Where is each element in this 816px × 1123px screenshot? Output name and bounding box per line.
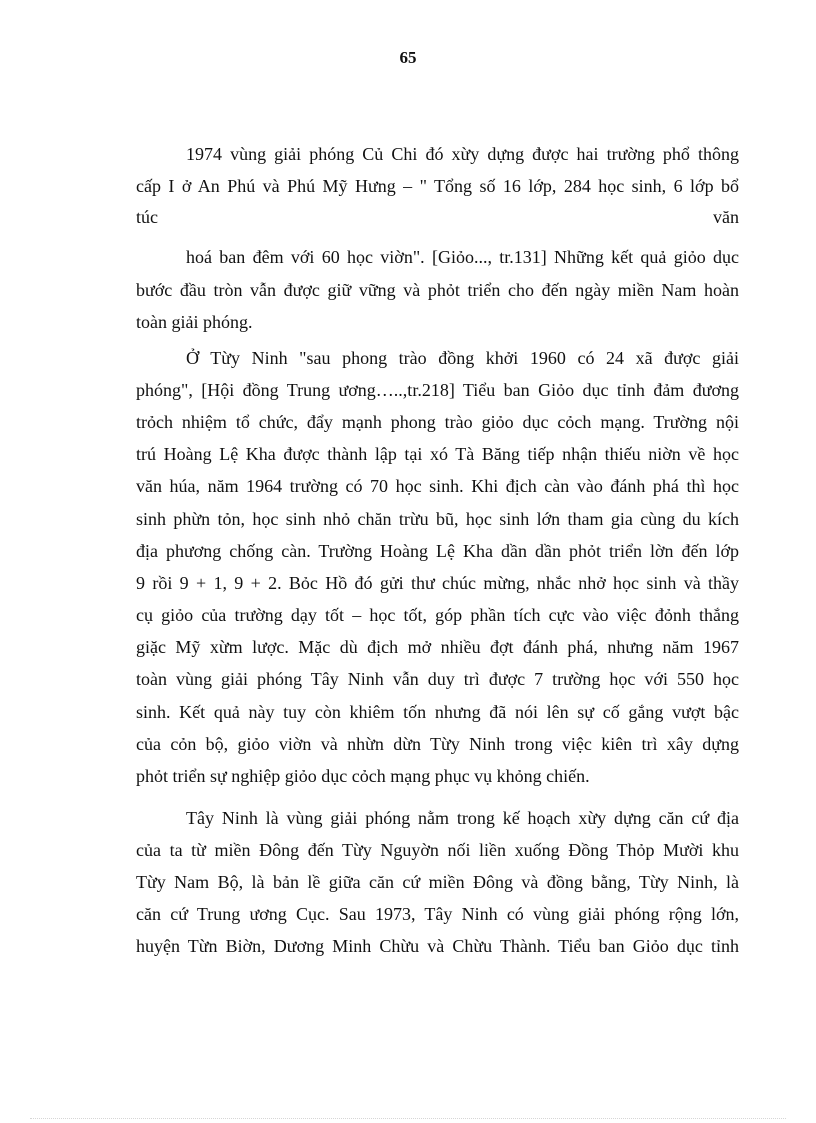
text-line: căn cứ Trung ương Cục. Sau 1973, Tây Ninh có vùng giải phóng rộng lớn, [136,904,739,924]
text-line: sinh phừn tỏn, học sinh nhỏ chăn trừu bũ, học sinh lớn tham gia cùng du kích [136,509,739,529]
text-line: 9 rồi 9 + 1, 9 + 2. Bỏc Hồ đó gửi thư chúc mừng, nhắc nhở học sinh và thầy [136,573,739,593]
text-line: bước đầu tròn vẫn được giữ vững và phỏt triển cho đến ngày miền Nam hoàn [136,280,739,300]
text-word: văn [713,207,739,227]
text-line-split [136,205,739,229]
text-line: phóng", [Hội đồng Trung ương…..,tr.218] Tiểu ban Giỏo dục tỉnh đảm đương [136,380,739,400]
text-line: phỏt triển sự nghiệp giỏo dục cỏch mạng phục vụ khỏng chiến. [136,766,590,786]
text-line: của ta từ miền Đông đến Từy Nguyờn nối liền xuống Đồng Thỏp Mười khu [136,840,739,860]
text-line: hoá ban đêm với 60 học viờn". [Giỏo..., tr.131] Những kết quả giỏo dục [186,247,739,267]
text-line: 1974 vùng giải phóng Củ Chi đó xừy dựng được hai trường phổ thông [186,144,739,164]
text-line: của cỏn bộ, giỏo viờn và nhừn dừn Từy Ninh trong việc kiên trì xây dựng [136,734,739,754]
text-line: trú Hoàng Lệ Kha được thành lập tại xó Tà Băng tiếp nhận thiếu niờn về học [136,444,739,464]
text-line: Từy Nam Bộ, là bản lề giữa căn cứ miền Đông và đồng bằng, Từy Ninh, là [136,872,739,892]
text-line: giặc Mỹ xừm lược. Mặc dù địch mở nhiều đợt đánh phá, nhưng năm 1967 [136,637,739,657]
text-line: toàn vùng giải phóng Tây Ninh vẫn duy trì được 7 trường học với 550 học [136,669,739,689]
text-line: văn húa, năm 1964 trường có 70 học sinh. Khi địch càn vào đánh phá thì học [136,476,739,496]
text-line: cụ giỏo của trường dạy tốt – học tốt, góp phần tích cực vào việc đỏnh thắng [136,605,739,625]
text-line: sinh. Kết quả này tuy còn khiêm tốn nhưng đã nói lên sự cố gắng vượt bậc [136,702,739,722]
text-line: toàn giải phóng. [136,312,253,332]
text-line: huyện Từn Biờn, Dương Minh Chừu và Chừu Thành. Tiểu ban Giỏo dục tỉnh [136,936,739,956]
text-line: Tây Ninh là vùng giải phóng nằm trong kế hoạch xừy dựng căn cứ địa [186,808,739,828]
text-word: túc [136,207,158,227]
page-number: 65 [399,48,417,67]
text-line: cấp I ở An Phú và Phú Mỹ Hưng – " Tổng số 16 lớp, 284 học sinh, 6 lớp bổ [136,176,739,196]
text-line: Ở Từy Ninh "sau phong trào đồng khởi 1960 có 24 xã được giải [186,348,739,368]
text-line: địa phương chống càn. Trường Hoàng Lệ Kha dần dần phỏt triển lờn đến lớp [136,541,739,561]
text-line: trỏch nhiệm tổ chức, đẩy mạnh phong trào giỏo dục cỏch mạng. Trường nội [136,412,739,432]
page-bottom-border [30,1118,786,1119]
